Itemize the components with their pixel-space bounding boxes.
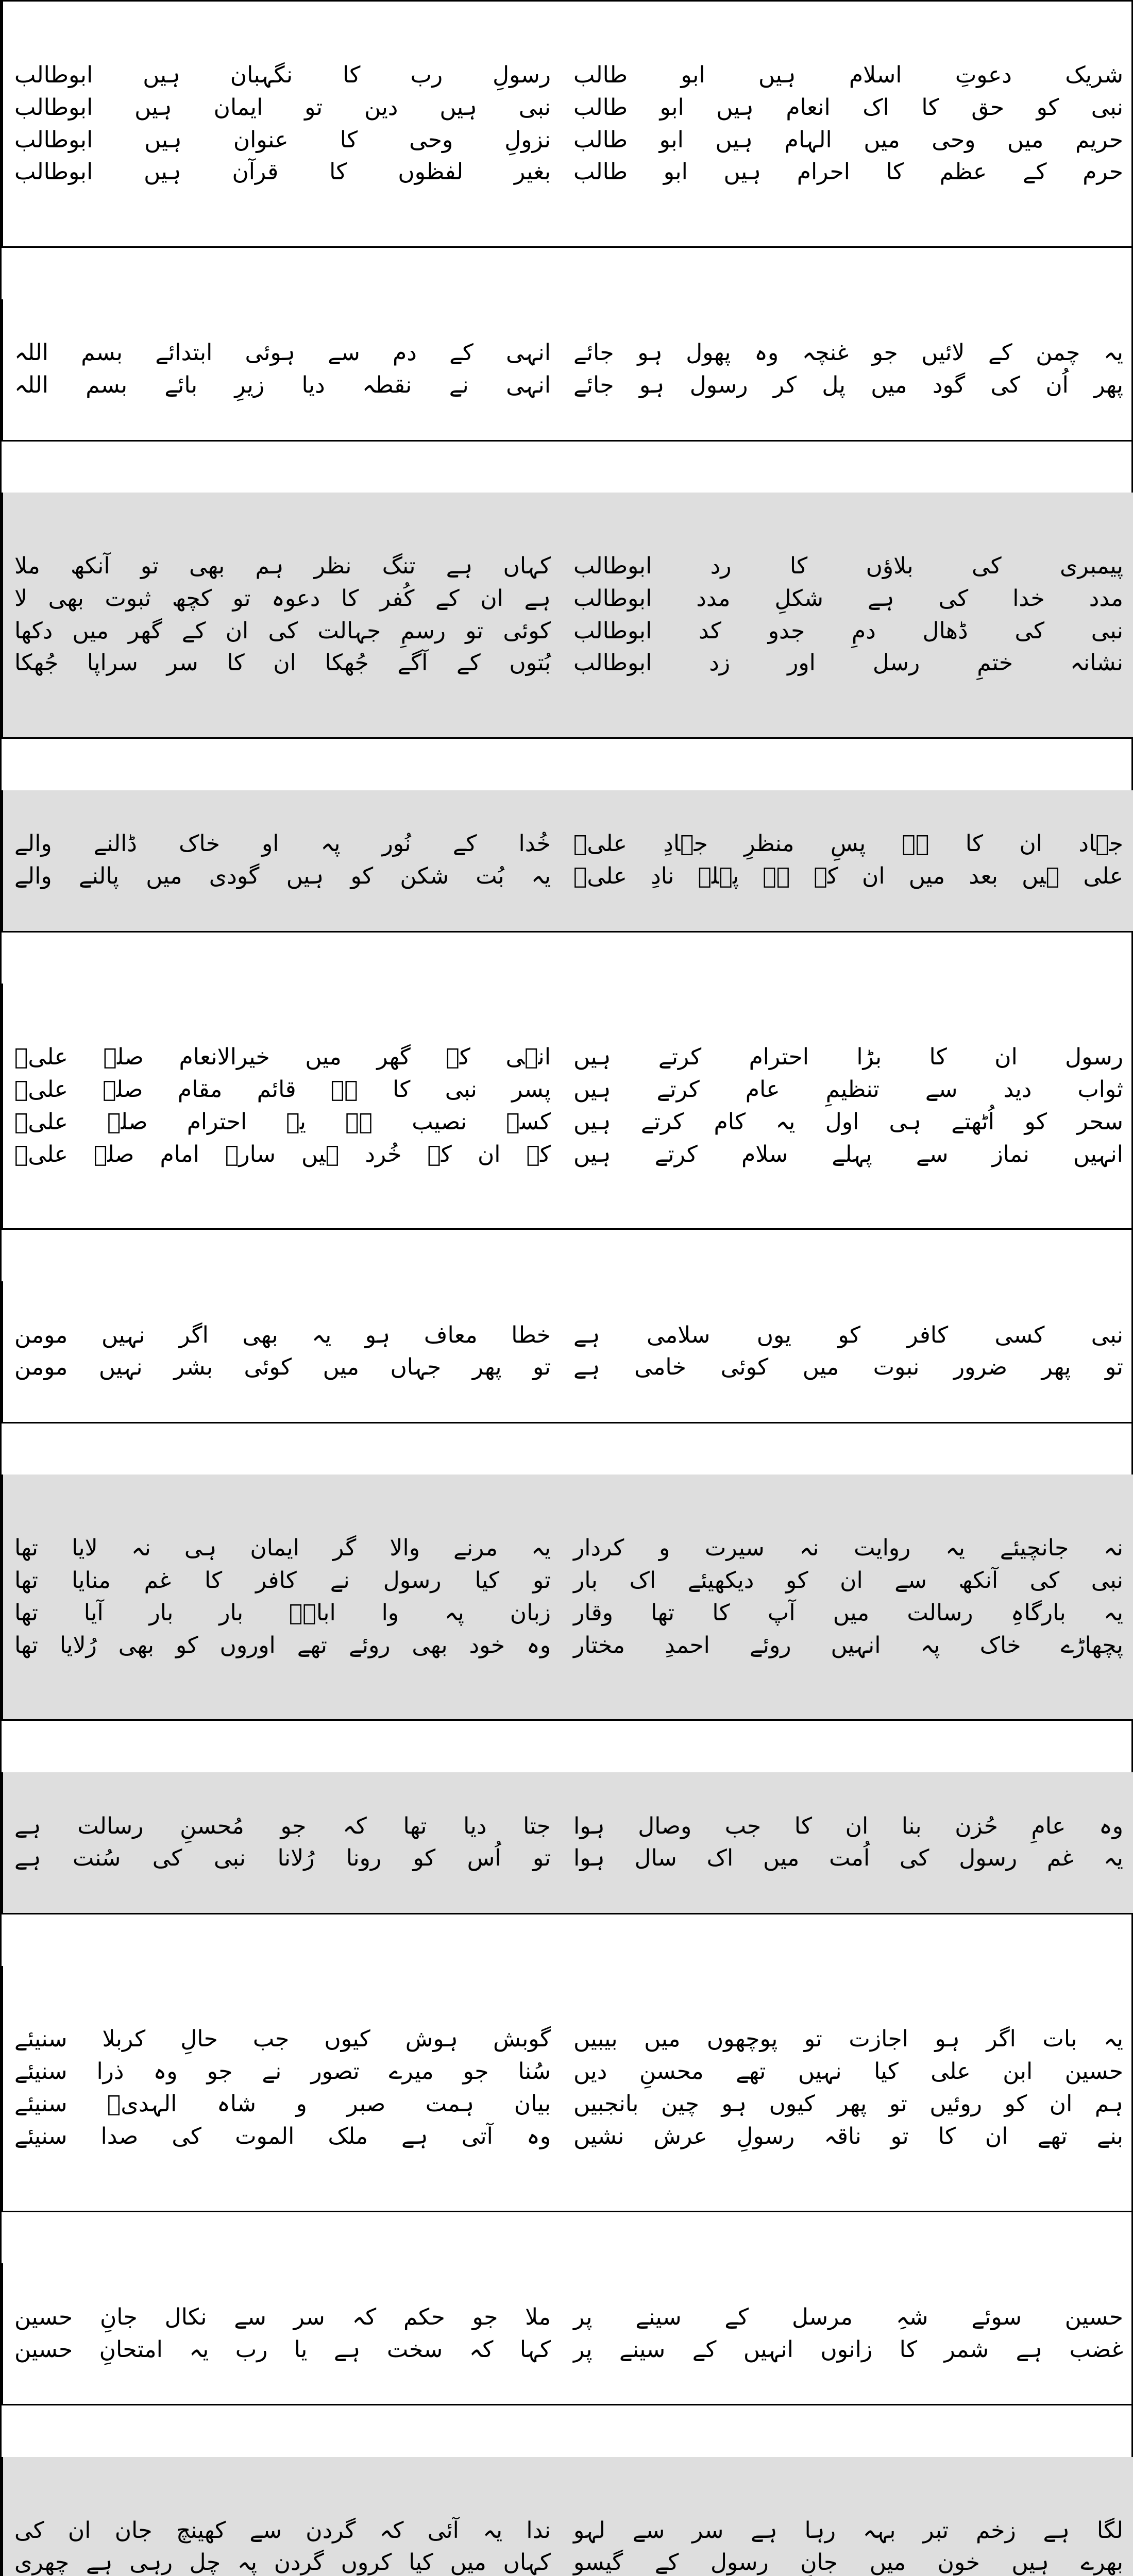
- verse-line: نبی کی آنکھ سے ان کو دیکھیئے اک بار: [573, 1567, 1123, 1594]
- stanza-4-left-cell: [2, 790, 562, 933]
- verse-line: تو پھر ضرور نبوت میں کوئی خامی ہے: [573, 1354, 1123, 1381]
- stanza-8-left-cell: [2, 1772, 562, 1914]
- verse-line: بنے تھے ان کا تو ناقہ رسولِ عرش نشیں: [573, 2123, 1123, 2149]
- verse-line: وہ عامِ حُزن بنا ان کا جب وصال ہوا: [573, 1812, 1123, 1839]
- stanza-6-right-cell: [562, 1281, 1133, 1423]
- verse-line: ہے ان کے کُفر کا دعوہ تو کچھ ثبوت بھی لا: [14, 585, 551, 612]
- verse-line: نشانہ ختمِ رسل اور زد ابوطالب: [573, 650, 1123, 676]
- verse-line: جہاد ان کا ہے پسِ منظرِ جہادِ علیؑ: [573, 831, 1123, 857]
- verse-line: کسے نصیب ہے یہ احترام صلے علیؑ: [14, 1108, 551, 1135]
- stanza-1-left-cell: [2, 2, 562, 248]
- verse-line: حسین ابن علی کیا نہیں تھے محسنِ دیں: [573, 2058, 1123, 2085]
- verse-line: حریم میں وحی میں الہام ہیں ابو طالب: [573, 126, 1123, 153]
- stanza-11-right-cell: [562, 2457, 1133, 2576]
- verse-line: مدد خدا کی ہے شکلِ مدد ابوطالب: [573, 585, 1123, 612]
- verse-line: بھرے ہیں خون میں جانِ رسول کے گیسو: [573, 2549, 1123, 2576]
- verse-line: سحر کو اُٹھتے ہی اول یہ کام کرتے ہیں: [573, 1108, 1123, 1135]
- verse-line: وہ آتی ہے ملک الموت کی صدا سنیئے: [14, 2123, 551, 2149]
- stanza-7-left-cell: [2, 1475, 562, 1721]
- verse-line: یہ چمن کے لائیں جو غنچہ وہ پھول ہو جائے: [573, 340, 1123, 366]
- verse-line: یہ بُت شکن کو ہیں گودی میں پالنے والے: [14, 863, 551, 890]
- verse-line: نزولِ وحی کا عنوان ہیں ابوطالب: [14, 126, 551, 153]
- stanza-5-right-cell: [562, 984, 1133, 1230]
- verse-line: تو پھر جہاں میں کوئی بشر نہیں مومن: [14, 1354, 551, 1381]
- verse-line: خُدا کے نُور پہ او خاک ڈالنے والے: [14, 831, 551, 857]
- stanza-4-right-cell: [562, 790, 1133, 933]
- verse-line: لگا ہے زخم تبر بہہ رہا ہے سر سے لہو: [573, 2517, 1123, 2544]
- verse-line: بیان ہمت صبر و شاہ الہدیؑ سنیئے: [14, 2091, 551, 2117]
- verse-line: انہی کے گھر میں خیرالانعام صلے علیؑ: [14, 1044, 551, 1071]
- verse-line: کہاں ہے تنگ نظر ہم بھی تو آنکھ ملا: [14, 553, 551, 580]
- verse-line: کہ ان کے خُرد ہیں سارے امام صلے علیؑ: [14, 1141, 551, 1167]
- verse-line: بغیر لفظوں کا قرآن ہیں ابوطالب: [14, 159, 551, 185]
- verse-line: حرم کے عظم کا احرام ہیں ابو طالب: [573, 159, 1123, 185]
- verse-line: یہ مرنے والا گر ایمان ہی نہ لایا تھا: [14, 1535, 551, 1562]
- verse-line: انہی کے دم سے ہوئی ابتدائے بسم اللہ: [14, 340, 551, 366]
- verse-line: زبان پہ وا اباہؑ بار بار آیا تھا: [14, 1599, 551, 1626]
- verse-line: کہا کہ سخت ہے یا رب یہ امتحانِ حسین: [14, 2336, 551, 2363]
- verse-line: ملا جو حکم کہ سر سے نکال جانِ حسین: [14, 2303, 551, 2330]
- stanza-1-right-cell: [562, 2, 1133, 248]
- verse-line: غضب ہے شمر کا زانوں انہیں کے سینے پر: [573, 2336, 1123, 2363]
- verse-line: یہ غم رسول کی اُمت میں اک سال ہوا: [573, 1845, 1123, 1872]
- stanza-3-right-cell: [562, 493, 1133, 739]
- verse-line: وہ خود بھی روئے تھے اوروں کو بھی رُلایا تھا: [14, 1632, 551, 1658]
- stanza-11-left-cell: [2, 2457, 562, 2576]
- stanza-6-left-cell: [2, 1281, 562, 1423]
- verse-line: نبی کی ڈھال دمِ جدو کد ابوطالب: [573, 617, 1123, 644]
- stanza-10-right-cell: [562, 2263, 1133, 2405]
- verse-line: خطا معاف ہو یہ بھی اگر نہیں مومن: [14, 1321, 551, 1348]
- verse-line: سُنا جو میرے تصور نے جو وہ ذرا سنیئے: [14, 2058, 551, 2085]
- verse-line: ندا یہ آئی کہ گردن سے کھینچ جان ان کی: [14, 2517, 551, 2544]
- verse-line: کہاں میں کیا کروں گردن پہ چل رہی ہے چھری: [14, 2549, 551, 2576]
- stanza-10-left-cell: [2, 2263, 562, 2405]
- stanza-8-right-cell: [562, 1772, 1133, 1914]
- verse-line: نبی ہیں دین تو ایمان ہیں ابوطالب: [14, 94, 551, 121]
- stanza-9-left-cell: [2, 1966, 562, 2212]
- verse-line: حسین سوئے شہِ مرسل کے سینے پر: [573, 2303, 1123, 2330]
- verse-line: تو کیا رسول نے کافر کا غم منایا تھا: [14, 1567, 551, 1594]
- stanza-2-right-cell: [562, 299, 1133, 442]
- verse-line: ہم ان کو روئیں تو پھر کیوں ہو چین بانجبیں: [573, 2091, 1123, 2117]
- verse-line: شریک دعوتِ اسلام ہیں ابو طالب: [573, 61, 1123, 88]
- verse-line: بُتوں کے آگے جُھکا ان کا سر سراپا جُھکا: [14, 650, 551, 676]
- stanza-2-left-cell: [2, 299, 562, 442]
- verse-line: انہیں نماز سے پہلے سلام کرتے ہیں: [573, 1141, 1123, 1167]
- verse-line: یہ بارگاہِ رسالت میں آپ کا تھا وقار: [573, 1599, 1123, 1626]
- verse-line: تو اُس کو رونا رُلانا نبی کی سُنت ہے: [14, 1845, 551, 1872]
- verse-line: ثواب دید سے تنظیمِ عام کرتے ہیں: [573, 1076, 1123, 1103]
- verse-line: پچھاڑے خاک پہ انہیں روئے احمدِ مختار: [573, 1632, 1123, 1658]
- verse-line: پسر نبی کا ہے قائم مقام صلے علیؑ: [14, 1076, 551, 1103]
- verse-line: نبی کو حق کا اک انعام ہیں ابو طالب: [573, 94, 1123, 121]
- verse-line: پیمبری کی بلاؤں کا رد ابوطالب: [573, 553, 1123, 580]
- verse-line: رسولِ رب کا نگہبان ہیں ابوطالب: [14, 61, 551, 88]
- verse-line: نبی کسی کافر کو یوں سلامی ہے: [573, 1321, 1123, 1348]
- verse-line: رسول ان کا بڑا احترام کرتے ہیں: [573, 1044, 1123, 1071]
- stanza-5-left-cell: [2, 984, 562, 1230]
- stanza-7-right-cell: [562, 1475, 1133, 1721]
- verse-line: نہ جانچیئے یہ روایت نہ سیرت و کردار: [573, 1535, 1123, 1562]
- verse-line: جتا دیا تھا کہ جو مُحسنِ رسالت ہے: [14, 1812, 551, 1839]
- verse-line: کوئی تو رسمِ جہالت کی ان کے گھر میں دکھا: [14, 617, 551, 644]
- stanza-9-right-cell: [562, 1966, 1133, 2212]
- verse-line: پھر اُن کی گود میں پل کر رسول ہو جائے: [573, 372, 1123, 399]
- stanza-3-left-cell: [2, 493, 562, 739]
- verse-line: علی ہیں بعد میں ان کے ہے پہلے نادِ علیؑ: [573, 863, 1123, 890]
- verse-line: گوبش ہوش کیوں جب حالِ کربلا سنیئے: [14, 2026, 551, 2053]
- verse-line: انہی نے نقطہ دیا زیرِ بائے بسم اللہ: [14, 372, 551, 399]
- verse-line: یہ بات اگر ہو اجازت تو پوچھوں میں بیبیں: [573, 2026, 1123, 2053]
